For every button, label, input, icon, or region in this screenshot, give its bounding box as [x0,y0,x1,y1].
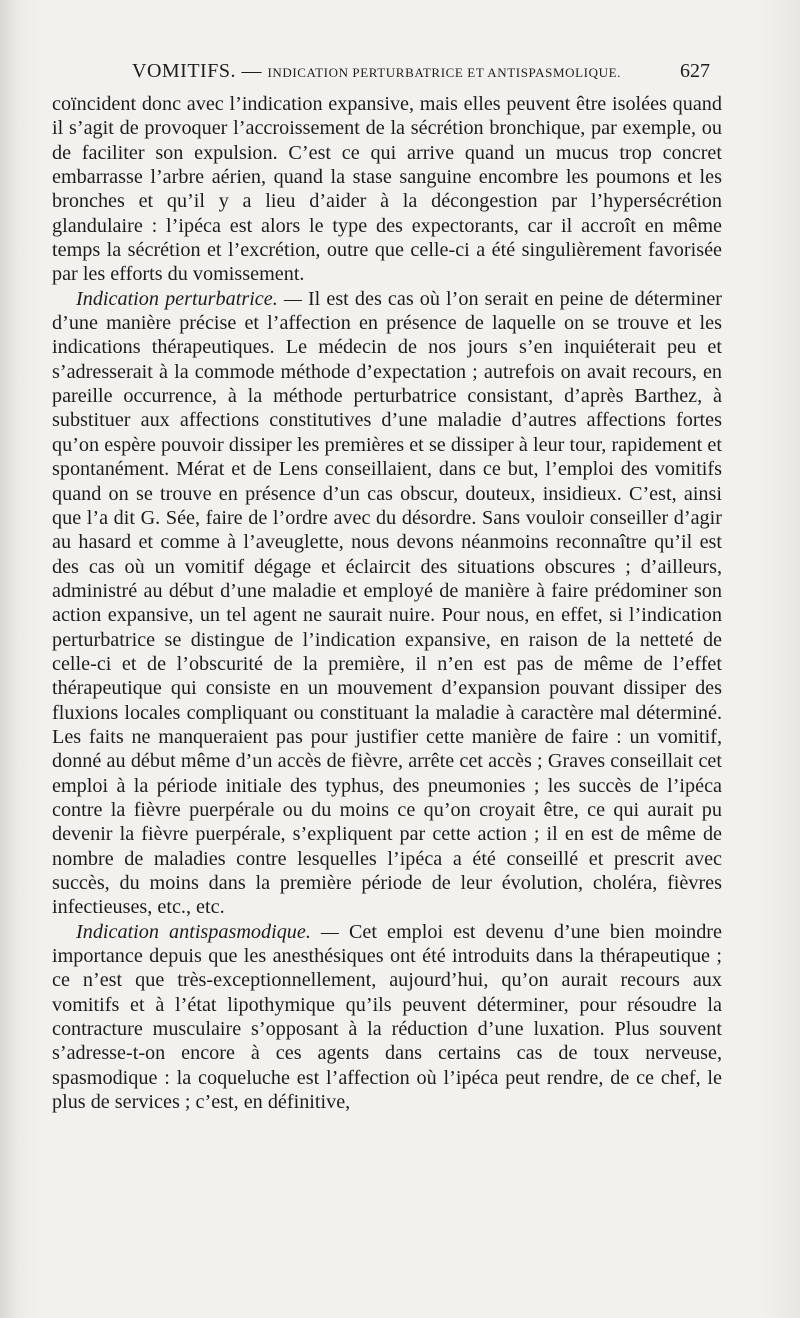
paragraph-indication-antispasmodique [52,920,722,1115]
paragraph-continuation [52,92,722,287]
paragraph-text: coïncident donc avec l’indication expansive, mais elles peuvent être isolées quand il s’agit de provoquer l’accroissement de la sécrétion bronchique, par exemple, ou de faciliter son expulsion. C’est ce qui arrive quand un mucus trop concret embarrasse l’arbre aérien, quand la stase sanguine encombre les poumons et les bronches et qu’il y a lieu d’aider à la décongestion par l’hypersécrétion glandulaire : l’ipéca est alors le type des expectorants, car il accroît en même temps la sécrétion et l’excrétion, outre que celle-ci a été singulièrement favorisée par les efforts du vomissement. [52,93,722,286]
section-heading: Indication perturbatrice. — [76,287,302,310]
paragraph-text: Il est des cas où l’on serait en peine de déterminer d’une manière précise et l’affection en présence de laquelle on se trouve et les indications thérapeutiques. Le médecin de nos jours s’en inquiéterait peu et s’adresserait à la commode méthode d’expectation ; autrefois on avait recours, en pareille occurrence, à la méthode perturbatrice consistant, d’après Barthez, à substituer aux affections constitutives d’une maladie d’autres affections fortes qu’on espère pouvoir dissiper les premières et se dissiper à leur tour, rapidement et spontanément. Mérat et de Lens conseillaient, dans ce but, l’emploi des vomitifs quand on se trouve en présence d’un cas obscur, douteux, insidieux. C’est, ainsi que l’a dit G. Sée, faire de l’ordre avec du désordre. Sans vouloir conseiller d’agir au hasard et comme à l’aveuglette, nous devons néanmoins reconnaître qu’il est des cas où un vomitif dégage et éclaircit des situations obscures ; d’ailleurs, administré au début d’une maladie et employé de manière à faire prédominer son action expansive, un tel agent ne saurait nuire. Pour nous, en effet, si l’indication perturbatrice se distingue de l’indication expansive, en raison de la netteté de celle-ci et de l’obscurité de la première, il n’en est pas de même de l’effet thérapeutique qui consiste en un mouvement d’expansion pouvant dissiper des fluxions locales compliquant ou constituant la maladie à caractère mal déterminé. Les faits ne manqueraient pas pour justifier cette manière de faire : un vomitif, donné au début même d’un accès de fièvre, arrête cet accès ; Graves conseillait cet emploi à la période initiale des typhus, des pneumonies ; les succès de l’ipéca contre la fièvre puerpérale ou du moins ce qu’on croyait être, ce qui aurait pu devenir la fièvre puerpérale, s’expliquent par cette action ; il en est de même de nombre de maladies contre lesquelles l’ipéca a été conseillé et prescrit avec succès, du moins dans la première période de leur évolution, choléra, fièvres infectieuses, etc., etc. [52,287,723,919]
paragraph-text: Cet emploi est devenu d’une bien moindre importance depuis que les anesthésiques ont été introduits dans la thérapeutique ; ce n’est que très-exceptionnellement, aujourd’hui, qu’on aurait recours aux vomitifs et à l’état lipothymique qu’ils peuvent déterminer, pour résoudre la contracture musculaire s’opposant à la réduction d’une luxation. Plus souvent s’adresse-t-on encore à ces agents dans certains cas de toux nerveuse, spasmodique : la coqueluche est l’affection où l’ipéca peut rendre, de ce chef, le plus de services ; c’est, en définitive, [52,920,722,1114]
book-page [52,56,722,1114]
paragraph-indication-perturbatrice [52,287,722,920]
running-head [52,56,722,86]
chapter-title: VOMITIFS. [132,60,236,82]
header-separator: — [241,60,262,82]
body-text [52,92,722,1114]
page-number: 627 [680,60,710,82]
section-subtitle: INDICATION PERTURBATRICE ET ANTISPASMOLIQUE. [267,65,621,80]
running-head-title [132,56,621,88]
section-heading: Indication antispasmodique. — [76,920,339,943]
